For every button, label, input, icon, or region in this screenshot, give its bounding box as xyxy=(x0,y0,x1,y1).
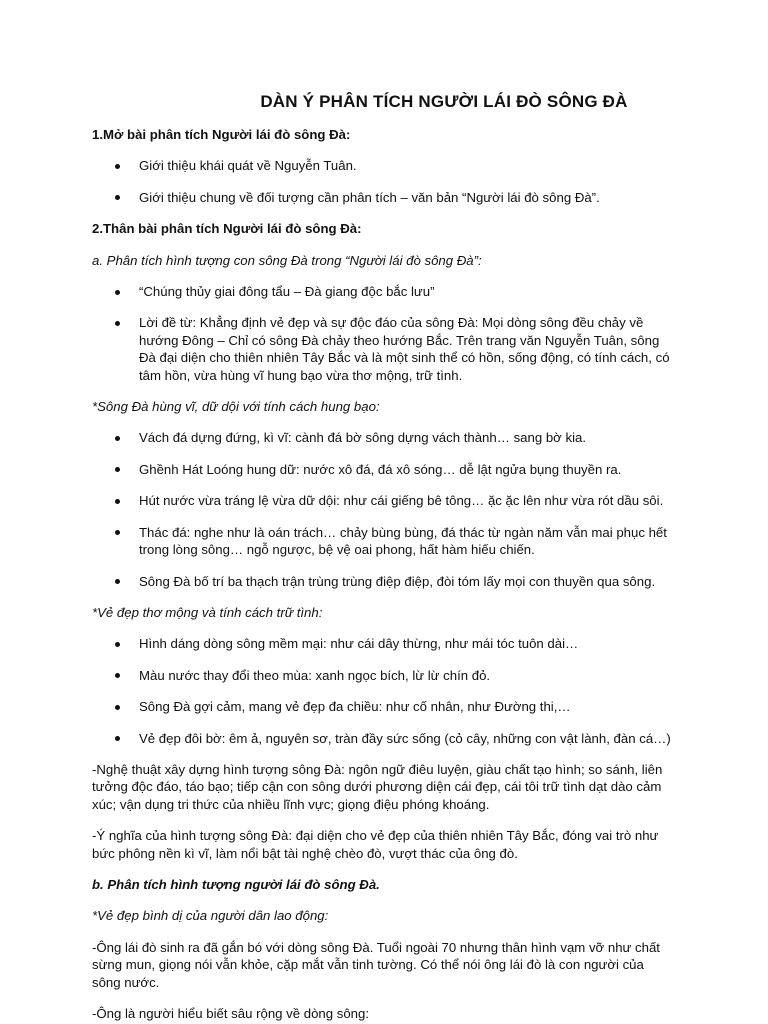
list-item xyxy=(92,730,676,747)
list-item-text: Lời đề từ: Khẳng định vẻ đẹp và sự độc đáo của sông Đà: Mọi dòng sông đều chảy về hướng Đông – Chỉ có sông Đà chảy theo hướng Bắc. Trên trang văn Nguyễn Tuân, sông Đà đại diện cho thiên nhiên Tây Bắc và là một sinh thể có hồn, sống động, có tính cách, có tâm hồn, vừa hùng vĩ hung bạo vừa thơ mộng, trữ tình. xyxy=(139,315,670,383)
list-item-text: Sông Đà gợi cảm, mang vẻ đẹp đa chiều: như cố nhân, như Đường thi,… xyxy=(139,699,571,715)
list-item-text: Vách đá dựng đứng, kì vĩ: cành đá bờ sông dựng vách thành… sang bờ kia. xyxy=(139,430,587,446)
bullet-icon xyxy=(115,579,120,584)
part-a-list xyxy=(92,283,676,384)
list-item xyxy=(92,667,676,684)
list-item xyxy=(92,157,676,174)
list-item-text: Ghềnh Hát Loóng hung dữ: nước xô đá, đá xô sóng… dễ lật ngửa bụng thuyền ra. xyxy=(139,461,622,477)
bullet-icon xyxy=(115,290,120,295)
bullet-icon xyxy=(115,673,120,678)
part-b-heading: b. Phân tích hình tượng người lái đò sông Đà. xyxy=(92,876,380,892)
boatman-paragraph-2: -Ông là người hiểu biết sâu rộng về dòng sông: xyxy=(92,1006,370,1021)
bullet-icon xyxy=(115,195,120,200)
list-item xyxy=(92,573,676,590)
wild-river-heading: *Sông Đà hùng vĩ, dữ dội với tính cách hung bạo: xyxy=(92,399,380,415)
list-item xyxy=(92,524,676,559)
section-1-list xyxy=(92,157,676,206)
list-item-text: Màu nước thay đổi theo mùa: xanh ngọc bích, lừ lừ chín đỏ. xyxy=(139,667,491,683)
document-body xyxy=(92,126,676,1024)
bullet-icon xyxy=(115,530,120,535)
bullet-icon xyxy=(115,467,120,472)
list-item-text: “Chúng thủy giai đông tẩu – Đà giang độc bắc lưu” xyxy=(139,284,435,300)
list-item-text: Hình dáng dòng sông mềm mại: như cái dây thừng, như mái tóc tuôn dài… xyxy=(139,636,579,652)
boatman-paragraph-1: -Ông lái đò sinh ra đã gắn bó với dòng sông Đà. Tuổi ngoài 70 nhưng thân hình vạm vỡ như chất sừng mun, giọng nói vẫn khỏe, cặp mắt vẫn tinh tường. Có thể nói ông lái đò là con người của sông nước. xyxy=(92,939,660,990)
list-item xyxy=(92,492,676,509)
poetic-river-list xyxy=(92,635,676,747)
section-1-heading: 1.Mở bài phân tích Người lái đò sông Đà: xyxy=(92,127,351,142)
list-item-text: Vẻ đẹp đôi bờ: êm ả, nguyên sơ, tràn đầy sức sống (cỏ cây, những con vật lành, đàn cá…) xyxy=(139,730,671,746)
bullet-icon xyxy=(115,499,120,504)
part-b-subheading: *Vẻ đẹp bình dị của người dân lao động: xyxy=(92,908,329,924)
bullet-icon xyxy=(115,321,120,326)
list-item xyxy=(92,698,676,715)
list-item xyxy=(92,283,676,300)
bullet-icon xyxy=(115,705,120,710)
list-item-text: Giới thiệu chung về đối tượng cần phân tích – văn bản “Người lái đò sông Đà”. xyxy=(139,189,600,205)
bullet-icon xyxy=(115,642,120,647)
art-paragraph: -Nghệ thuật xây dựng hình tượng sông Đà: ngôn ngữ điêu luyện, giàu chất tạo hình; so sánh, liên tưởng độc đáo, táo bạo; tiếp cận con sông dưới phương diện cái đẹp, cái tôi trữ tình dạt dào cảm xúc; vận dụng tri thức của nhiều lĩnh vực; giọng điệu phóng khoáng. xyxy=(92,761,663,812)
part-a-heading: a. Phân tích hình tượng con sông Đà trong “Người lái đò sông Đà”: xyxy=(92,252,482,268)
document-title: DÀN Ý PHÂN TÍCH NGƯỜI LÁI ĐÒ SÔNG ĐÀ xyxy=(260,92,628,111)
list-item xyxy=(92,461,676,478)
list-item xyxy=(92,189,676,206)
list-item xyxy=(92,635,676,652)
list-item-text: Hút nước vừa tráng lệ vừa dữ dội: như cái giếng bê tông… ặc ặc lên như vừa rót dầu sôi. xyxy=(139,493,664,509)
list-item-text: Sông Đà bố trí ba thạch trận trùng trùng điệp điệp, đòi tóm lấy mọi con thuyền qua sông. xyxy=(139,573,656,589)
bullet-icon xyxy=(115,736,120,741)
section-2-heading: 2.Thân bài phân tích Người lái đò sông Đà: xyxy=(92,221,362,237)
meaning-paragraph: -Ý nghĩa của hình tượng sông Đà: đại diện cho vẻ đẹp của thiên nhiên Tây Bắc, đóng vai trò như bức phông nền kì vĩ, làm nổi bật tài nghệ chèo đò, vượt thác của ông đò. xyxy=(92,828,659,861)
poetic-river-heading: *Vẻ đẹp thơ mộng và tính cách trữ tình: xyxy=(92,604,323,620)
list-item xyxy=(92,314,676,384)
bullet-icon xyxy=(115,164,120,169)
list-item-text: Giới thiệu khái quát về Nguyễn Tuân. xyxy=(139,158,357,174)
list-item-text: Thác đá: nghe như là oán trách… chảy bùng bùng, đá thác từ ngàn năm vẫn mai phục hết trong lòng sông… ngỗ ngược, bệ vệ oai phong, hất hàm hiếu chiến. xyxy=(139,524,667,558)
list-item xyxy=(92,429,676,446)
bullet-icon xyxy=(115,436,120,441)
wild-river-list xyxy=(92,429,676,589)
